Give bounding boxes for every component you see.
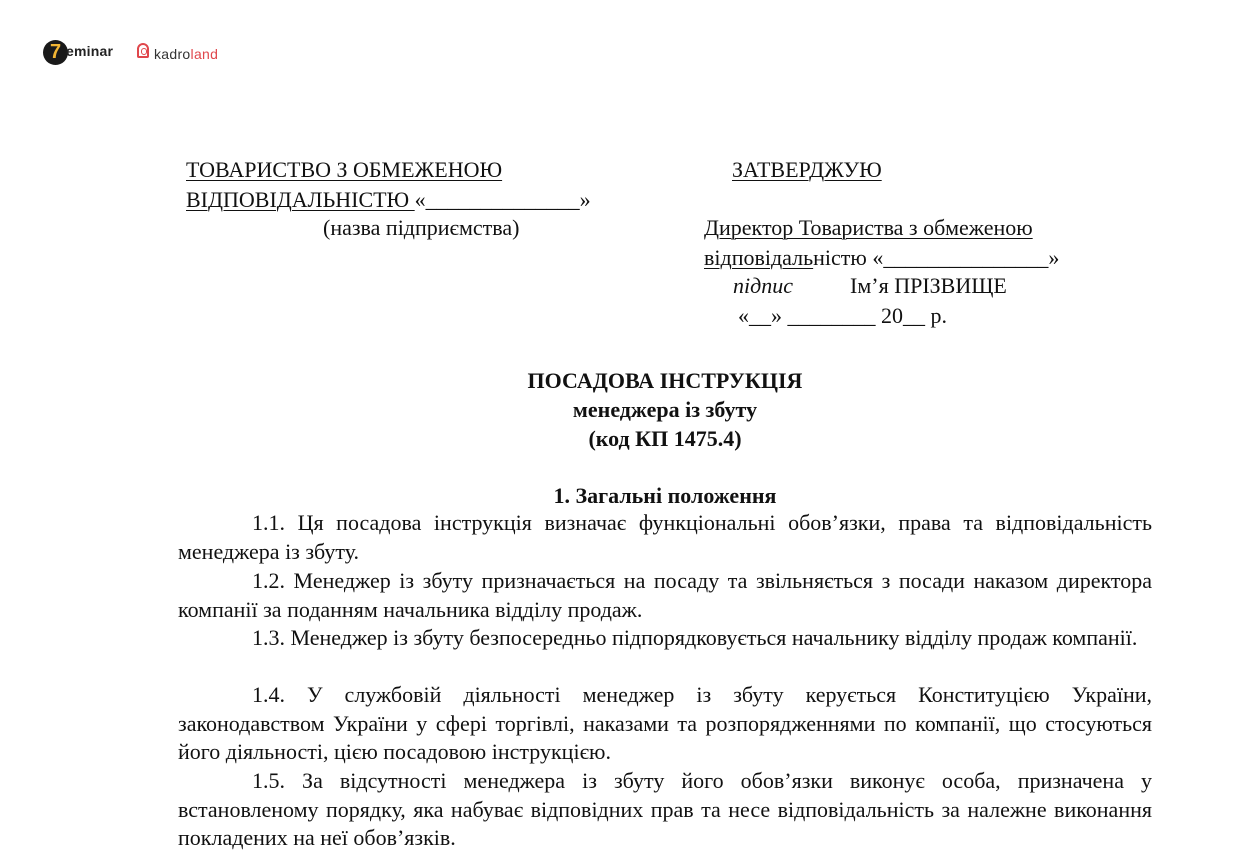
paragraph-1-4: 1.4. У службовій діяльності менеджер із збуту керується Конституцією України, законодавством України у сфері торгівлі, наказами та розпорядженнями по компанії, що стосуються його діяльності, цією посадовою інструкцією.	[178, 682, 1152, 765]
approval-heading: ЗАТВЕРДЖУЮ	[732, 157, 882, 182]
section-heading: 1. Загальні положення	[553, 483, 777, 508]
signature-label: підпис	[733, 273, 794, 298]
company-name-line1: ТОВАРИСТВО З ОБМЕЖЕНОЮ	[186, 157, 503, 182]
director-title-line2	[704, 244, 1059, 272]
document-code: (код КП 1475.4)	[588, 426, 742, 451]
kadroland-prefix: kadro	[154, 46, 191, 62]
kadroland-logo-icon	[137, 43, 149, 58]
director-title-line1: Директор Товариства з обмеженою	[704, 215, 1033, 240]
paragraph-1-1: 1.1. Ця посадова інструкція визначає функціональні обов’язки, права та відповідальність менеджера із збуту.	[178, 510, 1152, 564]
seminar-logo-text: eminar	[66, 43, 114, 59]
director-title-underlined: відповідаль	[704, 245, 814, 270]
document-title: ПОСАДОВА ІНСТРУКЦІЯ	[527, 368, 803, 393]
paragraph-1-2: 1.2. Менеджер із збуту призначається на посаду та звільняється з посади наказом директора компанії за поданням начальника відділу продаж.	[178, 568, 1152, 622]
seminar-logo-icon: 7	[43, 40, 68, 65]
kadroland-logo-text	[154, 46, 218, 62]
kadroland-suffix: land	[190, 46, 219, 62]
company-name-line2	[186, 186, 591, 214]
company-name-caption: (назва підприємства)	[323, 215, 520, 240]
signature-name: Ім’я ПРІЗВИЩЕ	[850, 273, 1007, 298]
document-subtitle: менеджера із збуту	[572, 397, 758, 422]
company-name-blank: «______________»	[414, 187, 591, 212]
paragraph-1-3: 1.3. Менеджер із збуту безпосередньо підпорядковується начальнику відділу продаж компанії.	[252, 625, 1138, 650]
company-name-underlined: ВІДПОВІДАЛЬНІСТЮ	[186, 187, 415, 212]
paragraph-1-5: 1.5. За відсутності менеджера із збуту його обов’язки виконує особа, призначена у встановленому порядку, яка набуває відповідних прав та несе відповідальність за належне виконання покладених на неї обов’язків.	[178, 768, 1152, 851]
approval-date-line: «__» ________ 20__ р.	[738, 303, 947, 328]
director-title-rest: ністю «_______________»	[813, 245, 1060, 270]
